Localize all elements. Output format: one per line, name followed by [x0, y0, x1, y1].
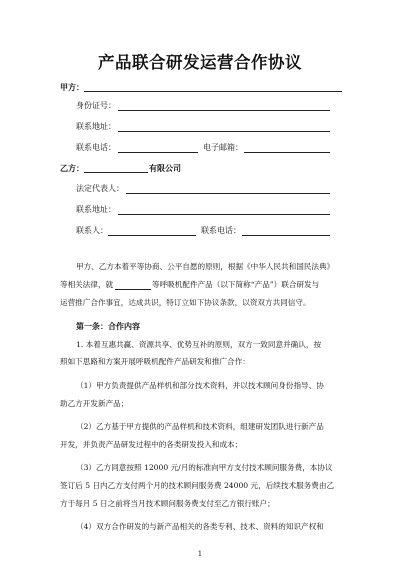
document-title: 产品联合研发运营合作协议 [98, 53, 302, 72]
section-1-p4-line-3: 方于每月 5 日之前将当月技术顾问服务费支付至乙方银行账户； [60, 499, 275, 508]
intro-line-2-start: 等相关法律，就 [60, 280, 114, 289]
intro-line-2-end: 等呼吸机配件产品（以下简称“产品”）联合研发与 [152, 280, 320, 289]
intro-product-blank [115, 289, 151, 290]
party-a-phone-blank [118, 152, 198, 153]
party-a-id-blank [118, 110, 330, 111]
party-a-phone-label: 联系电话： [76, 143, 116, 152]
party-b-company-blank [84, 172, 148, 173]
party-b-phone-label: 联系电话： [201, 226, 241, 235]
section-1-heading: 第一条：合作内容 [76, 321, 140, 331]
section-1-p4-line-2: 签订后 5 日内乙方支付两个月的技术顾问服务费 24000 元，后续技术服务费由乙 [60, 481, 335, 490]
section-1-p3-line-1: （2）乙方基于甲方提供的产品样机和技术资料，组建研发团队进行新产品 [76, 422, 324, 431]
party-a-email-blank [244, 152, 330, 153]
party-b-address-label: 联系地址： [76, 205, 116, 214]
intro-line-1: 甲方、乙方本着平等协商、公平自愿的原则，根据《中华人民共和国民法典》 [76, 262, 335, 271]
section-1-p4-line-1: （3）乙方同意按照 12000 元/月的标准向甲方支付技术顾问服务费，本协议 [76, 463, 333, 472]
party-a-name-blank [84, 91, 342, 92]
party-b-company-suffix: 有限公司 [149, 163, 181, 173]
section-1-p1-line-2: 照如下思路和方案开展呼吸机配件产品研发和推广合作： [60, 357, 250, 366]
party-b-contact-blank [108, 235, 196, 236]
section-1-p2-line-2: 助乙方开发新产品； [60, 399, 129, 408]
party-b-label: 乙方： [60, 163, 84, 173]
section-1-p2-line-1: （1）甲方负责提供产品样机和部分技术资料，并以技术顾问身份指导、协 [76, 381, 324, 390]
party-a-address-blank [118, 131, 330, 132]
party-a-label: 甲方： [60, 82, 84, 92]
section-1-p1-line-1: 1. 本着互惠共赢、资源共享、优势互补的原则，双方一致同意并确认，按 [76, 340, 322, 349]
party-a-email-label: 电子邮箱： [203, 143, 243, 152]
party-b-rep-label: 法定代表人： [76, 184, 124, 193]
party-b-address-blank [118, 214, 330, 215]
section-1-p5-line-1: （4）双方合作研发的与新产品相关的各类专利、技术、资料的知识产权和 [76, 522, 324, 531]
section-1-p3-line-2: 开发，并负责产品研发过程中的各类研发投入和成本； [60, 440, 243, 449]
page-number: 1 [197, 550, 203, 558]
party-b-rep-blank [126, 193, 330, 194]
intro-line-3: 运营推广合作事宜，达成共识，特订立如下协议条款，以资双方共同信守。 [60, 298, 311, 307]
party-a-id-label: 身份证号： [76, 101, 116, 110]
party-b-contact-label: 联系人： [76, 226, 108, 235]
party-b-phone-blank [242, 235, 330, 236]
party-a-address-label: 联系地址： [76, 122, 116, 131]
